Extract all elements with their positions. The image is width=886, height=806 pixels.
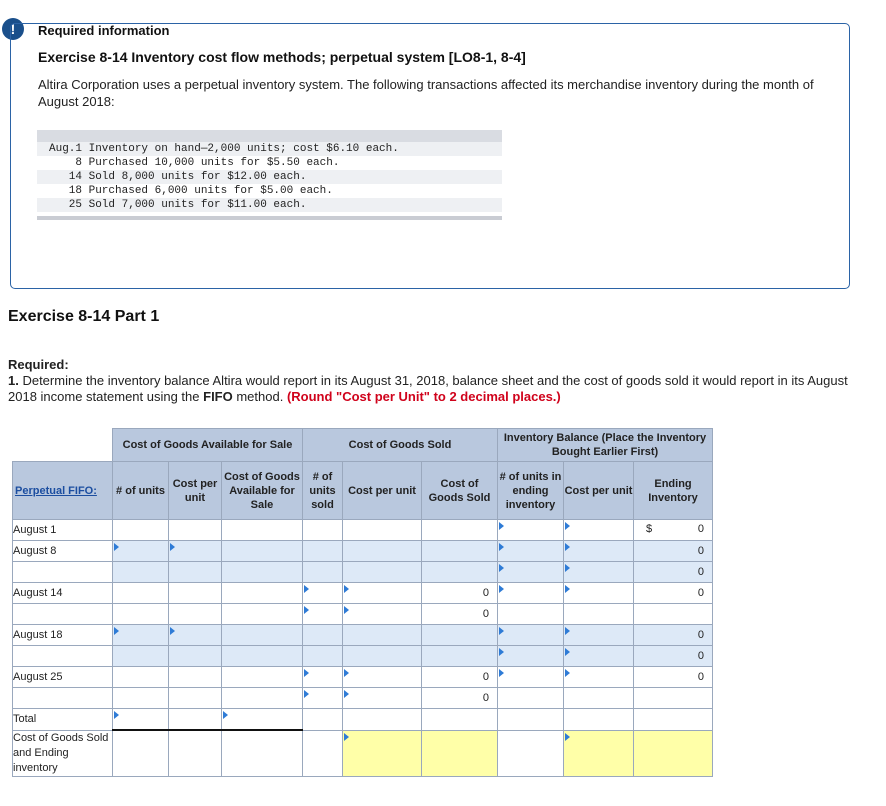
units-ending-input[interactable] <box>498 583 564 604</box>
total-units-input[interactable] <box>113 709 169 731</box>
exercise-description: Altira Corporation uses a perpetual inventory system. The following transactions affected its merchandise inventory during the month of August 2018: <box>38 77 814 109</box>
units-sold-input[interactable] <box>303 583 343 604</box>
header-sold: Cost of Goods Sold <box>303 429 498 462</box>
col-ending-inventory: Ending Inventory <box>634 462 713 520</box>
cost-per-unit-ending-input[interactable] <box>564 646 634 667</box>
cost-per-unit-sold-input[interactable] <box>343 688 422 709</box>
cost-per-unit-sold-input[interactable] <box>343 667 422 688</box>
fifo-worksheet-table <box>12 428 713 777</box>
ending-inventory-value: 0 <box>634 583 713 604</box>
row-label-total: Total <box>13 709 113 731</box>
ending-inventory-value: $ 0 <box>634 520 713 541</box>
cogs-units-total[interactable] <box>343 730 422 776</box>
cost-per-unit-sold-input[interactable] <box>343 604 422 625</box>
row-label-aug14: August 14 <box>13 583 113 604</box>
rounding-note: (Round "Cost per Unit" to 2 decimal places.) <box>286 389 561 404</box>
units-sold-input[interactable] <box>303 688 343 709</box>
transaction-line: 8 Purchased 10,000 units for $5.50 each. <box>37 156 502 170</box>
row-label-aug25: August 25 <box>13 667 113 688</box>
cost-per-unit-ending-input[interactable] <box>564 667 634 688</box>
table-row <box>13 709 713 731</box>
units-input[interactable] <box>113 625 169 646</box>
cogs-total-value <box>422 730 498 776</box>
col-units-ending: # of units in ending inventory <box>498 462 564 520</box>
cost-goods-sold-value: 0 <box>422 583 498 604</box>
question-body-b: method. <box>232 389 287 404</box>
units-ending-input[interactable] <box>498 646 564 667</box>
cost-per-unit-sold-input[interactable] <box>343 583 422 604</box>
row-label-aug1: August 1 <box>13 520 113 541</box>
table-row <box>13 541 713 562</box>
col-units: # of units <box>113 462 169 520</box>
ending-inventory-value: 0 <box>634 562 713 583</box>
required-info-heading: Required information <box>38 23 170 38</box>
question-body-a: Determine the inventory balance Altira would report in its August 31, 2018, balance sheet and the cost of goods sold it would report in its August 2018 income statement using the <box>8 373 848 404</box>
ending-inventory-value: 0 <box>634 667 713 688</box>
cost-goods-sold-value: 0 <box>422 667 498 688</box>
header-balance: Inventory Balance (Place the Inventory Bought Earlier First) <box>498 429 713 462</box>
col-cost-per-unit-ending: Cost per unit <box>564 462 634 520</box>
cost-per-unit-ending-input[interactable] <box>564 583 634 604</box>
table-row <box>13 730 713 776</box>
units-ending-input[interactable] <box>498 541 564 562</box>
col-cost-per-unit: Cost per unit <box>169 462 222 520</box>
cost-per-unit-input[interactable] <box>169 541 222 562</box>
ending-units-total[interactable] <box>564 730 634 776</box>
row-label-aug8: August 8 <box>13 541 113 562</box>
cost-per-unit-ending-input[interactable] <box>564 520 634 541</box>
total-cost-available-input[interactable] <box>222 709 303 731</box>
cost-per-unit-ending-input[interactable] <box>564 562 634 583</box>
question-number: 1. <box>8 373 19 388</box>
table-row <box>13 646 713 667</box>
required-label: Required: <box>8 357 69 372</box>
col-cost-goods-available: Cost of Goods Available for Sale <box>222 462 303 520</box>
exercise-title: Exercise 8-14 Inventory cost flow methods; perpetual system [LO8-1, 8-4] <box>38 49 526 65</box>
units-sold-input[interactable] <box>303 604 343 625</box>
ending-inventory-value: 0 <box>634 625 713 646</box>
table-row <box>13 667 713 688</box>
alert-icon: ! <box>2 18 24 40</box>
question-text <box>8 373 858 405</box>
units-ending-input[interactable] <box>498 667 564 688</box>
units-ending-input[interactable] <box>498 520 564 541</box>
col-cost-goods-sold: Cost of Goods Sold <box>422 462 498 520</box>
units-sold-input[interactable] <box>303 667 343 688</box>
part-title: Exercise 8-14 Part 1 <box>8 308 160 325</box>
cost-goods-sold-value: 0 <box>422 688 498 709</box>
ending-inventory-value: 0 <box>634 646 713 667</box>
ending-inventory-total <box>634 730 713 776</box>
row-header-perpetual-fifo: Perpetual FIFO: <box>13 462 113 520</box>
row-label-cogs-ending: Cost of Goods Sold and Ending inventory <box>13 730 113 776</box>
row-label-aug18: August 18 <box>13 625 113 646</box>
transaction-line: Aug.1 Inventory on hand—2,000 units; cost $6.10 each. <box>37 142 502 156</box>
units-ending-input[interactable] <box>498 562 564 583</box>
required-instructions <box>8 357 858 405</box>
cost-per-unit-ending-input[interactable] <box>564 625 634 646</box>
cost-per-unit-ending-input[interactable] <box>564 541 634 562</box>
table-row <box>13 625 713 646</box>
units-input[interactable] <box>113 541 169 562</box>
fifo-keyword: FIFO <box>203 389 233 404</box>
col-cost-per-unit-sold: Cost per unit <box>343 462 422 520</box>
transaction-line: 25 Sold 7,000 units for $11.00 each. <box>37 198 502 212</box>
table-row <box>13 604 713 625</box>
header-available: Cost of Goods Available for Sale <box>113 429 303 462</box>
table-row <box>13 583 713 604</box>
ending-inventory-value: 0 <box>634 541 713 562</box>
table-row <box>13 562 713 583</box>
transactions-block <box>37 130 502 220</box>
table-row <box>13 688 713 709</box>
transaction-line: 18 Purchased 6,000 units for $5.00 each. <box>37 184 502 198</box>
cost-per-unit-input[interactable] <box>169 625 222 646</box>
transaction-line: 14 Sold 8,000 units for $12.00 each. <box>37 170 502 184</box>
table-row <box>13 520 713 541</box>
cost-goods-sold-value: 0 <box>422 604 498 625</box>
col-units-sold: # of units sold <box>303 462 343 520</box>
units-ending-input[interactable] <box>498 625 564 646</box>
